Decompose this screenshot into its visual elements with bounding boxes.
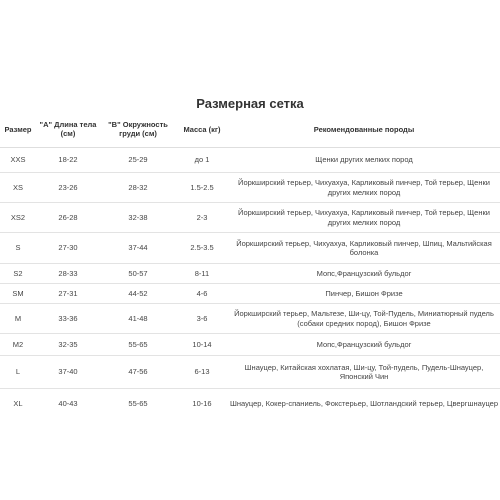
page-title: Размерная сетка (196, 96, 304, 111)
table-row (0, 233, 500, 264)
cell-size: SM (0, 284, 36, 304)
cell-chest: 55-65 (128, 399, 148, 408)
cell-size: XL (13, 399, 23, 408)
cell-size: XS (0, 173, 36, 203)
table-row (0, 203, 500, 233)
cell-breeds: Шнауцер, Кокер-спаниель, Фокстерьер, Шотландский терьер, Цвергшнауцер (230, 399, 499, 408)
cell-breeds: Мопс,Французский бульдог (228, 264, 500, 284)
cell-breeds: Йоркширский терьер, Мальтезе, Ши-цу, Той-Пудель, Миниатюрный пудель (собаки средних пород), Бишон Фризе (228, 304, 500, 334)
cell-length: 23-26 (36, 173, 100, 203)
cell-weight: 2.5-3.5 (176, 233, 228, 264)
cell-size: L (0, 356, 36, 389)
column-header-chest: "B" Окружность груди (см) (100, 111, 176, 148)
table-row (0, 173, 500, 203)
cell-length: 40-43 (58, 399, 78, 408)
column-header-weight: Масса (кг) (176, 111, 228, 148)
cell-weight: 10-14 (176, 334, 228, 356)
cell-weight: до 1 (176, 148, 228, 173)
cell-size: XXS (0, 148, 36, 173)
cell-weight: 10-16 (192, 399, 212, 408)
size-table (0, 111, 500, 419)
cell-breeds: Йоркширский терьер, Чихуахуа, Карликовый пинчер, Шпиц, Мальтийская болонка (228, 233, 500, 264)
cell-size: S (0, 233, 36, 264)
cell-length: 27-31 (36, 284, 100, 304)
cell-length: 28-33 (36, 264, 100, 284)
cell-weight: 6-13 (176, 356, 228, 389)
cell-length: 32-35 (36, 334, 100, 356)
cell-length: 37-40 (36, 356, 100, 389)
cell-length: 27-30 (36, 233, 100, 264)
table-row (0, 304, 500, 334)
table-row (0, 148, 500, 173)
cell-size: M2 (0, 334, 36, 356)
cell-weight: 1.5-2.5 (176, 173, 228, 203)
cell-chest: 28-32 (100, 173, 176, 203)
cell-length: 33-36 (36, 304, 100, 334)
cell-chest: 25-29 (100, 148, 176, 173)
table-row (0, 264, 500, 284)
cell-length: 26-28 (36, 203, 100, 233)
cell-length: 18-22 (36, 148, 100, 173)
cell-breeds: Щенки других мелких пород (228, 148, 500, 173)
column-header-length: "A" Длина тела (см) (36, 111, 100, 148)
cell-chest: 44-52 (100, 284, 176, 304)
cell-size: XS2 (0, 203, 36, 233)
cell-weight: 8-11 (176, 264, 228, 284)
cell-chest: 41-48 (100, 304, 176, 334)
cell-chest: 47-56 (100, 356, 176, 389)
table-row (0, 334, 500, 356)
cell-breeds: Шнауцер, Китайская хохлатая, Ши-цу, Той-пудель, Пудель-Шнауцер, Японский Чин (228, 356, 500, 389)
table-row (0, 356, 500, 389)
cell-weight: 3-6 (176, 304, 228, 334)
column-header-size: Размер (0, 111, 36, 148)
cell-breeds: Пинчер, Бишон Фризе (228, 284, 500, 304)
cell-chest: 37-44 (100, 233, 176, 264)
column-header-breeds: Рекомендованные породы (228, 111, 500, 148)
cell-breeds: Йоркширский терьер, Чихуахуа, Карликовый пинчер, Той терьер, Щенки других мелких пород (228, 173, 500, 203)
cell-weight: 2-3 (176, 203, 228, 233)
table-row (0, 389, 500, 419)
cell-breeds: Мопс,Французский бульдог (228, 334, 500, 356)
cell-size: S2 (0, 264, 36, 284)
table-row (0, 284, 500, 304)
cell-chest: 50-57 (100, 264, 176, 284)
cell-size: M (0, 304, 36, 334)
cell-breeds: Йоркширский терьер, Чихуахуа, Карликовый пинчер, Той терьер, Щенки других мелких пород (228, 203, 500, 233)
table-header-row (0, 111, 500, 148)
cell-chest: 32-38 (100, 203, 176, 233)
cell-chest: 55-65 (100, 334, 176, 356)
cell-weight: 4-6 (176, 284, 228, 304)
